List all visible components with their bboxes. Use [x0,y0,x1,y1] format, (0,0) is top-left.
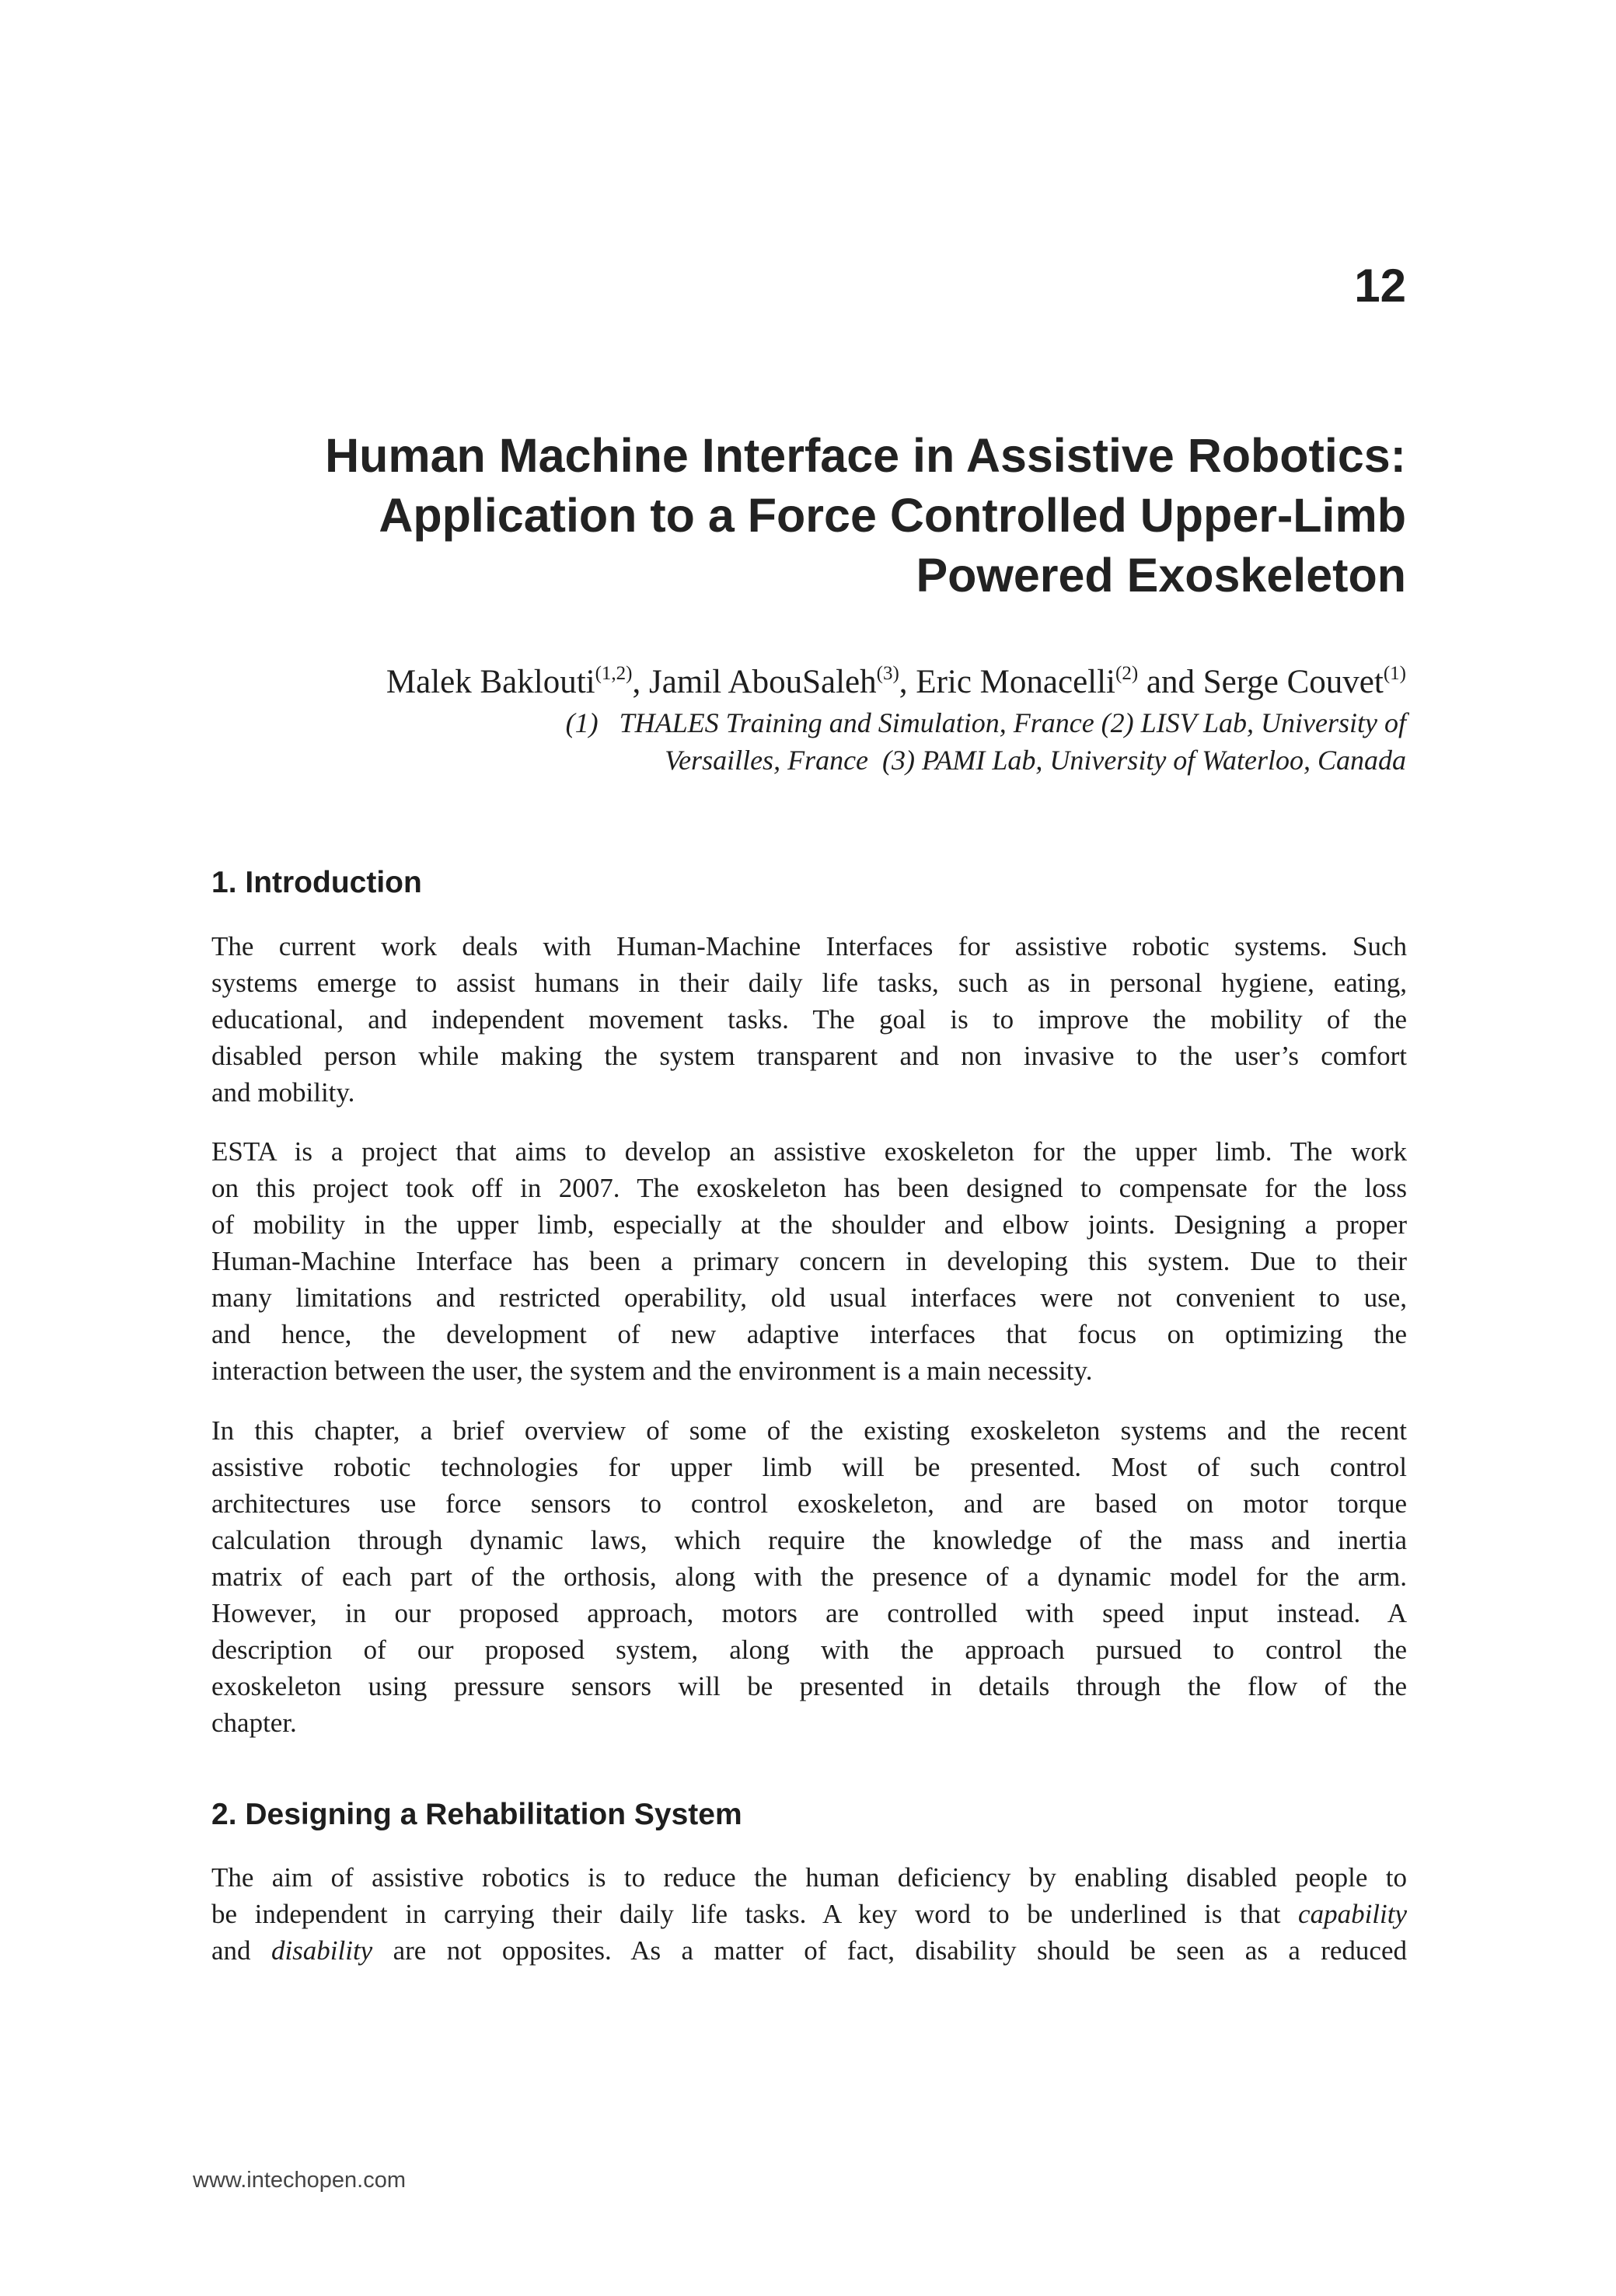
text-line: chapter. [211,1708,297,1738]
author-separator: , [632,664,650,700]
text-line: interaction between the user, the system and the environment is a main necessity. [211,1356,1093,1386]
text-line: and mobility. [211,1077,355,1108]
text-line: description of our proposed system, along with the approach pursued to control the [211,1635,1407,1665]
text-line: calculation through dynamic laws, which require the knowledge of the mass and inertia [211,1525,1407,1555]
affiliations [566,704,1406,779]
section-heading-rehabilitation: 2. Designing a Rehabilitation System [211,1798,742,1831]
author-affiliation-mark: (2) [1115,663,1139,684]
text-run: are not opposites. As a matter of fact, disability should be seen as a reduced [372,1935,1408,1966]
author-name: Eric Monacelli [916,664,1115,700]
text-line: on this project took off in 2007. The exoskeleton has been designed to compensate for the loss [211,1173,1407,1203]
text-run: and [211,1935,271,1966]
text-line: The aim of assistive robotics is to reduce the human deficiency by enabling disabled people to [211,1862,1407,1893]
title-line: Powered Exoskeleton [916,549,1406,602]
author-name: Jamil AbouSaleh [649,664,877,700]
text-line: and hence, the development of new adaptive interfaces that focus on optimizing the [211,1319,1407,1349]
text-line: ESTA is a project that aims to develop an assistive exoskeleton for the upper limb. The work [211,1136,1407,1167]
text-line: assistive robotic technologies for upper limb will be presented. Most of such control [211,1452,1407,1482]
text-line: However, in our proposed approach, motors are controlled with speed input instead. A [211,1598,1407,1628]
chapter-number: 12 [1354,260,1406,312]
text-line: disabled person while making the system transparent and non invasive to the user’s comfort [211,1041,1407,1071]
affiliation-line: Versailles, France (3) PAMI Lab, University of Waterloo, Canada [665,745,1406,776]
title-line: Human Machine Interface in Assistive Robotics: [325,429,1406,482]
text-line: of mobility in the upper limb, especially at the shoulder and elbow joints. Designing a proper [211,1209,1407,1240]
text-line [211,1896,1407,1932]
author-name: Malek Baklouti [386,664,595,700]
author-list [386,662,1406,703]
author-affiliation-mark: (1,2) [595,663,633,684]
footer-url: www.intechopen.com [193,2168,407,2193]
section-heading-introduction: 1. Introduction [211,866,422,899]
author-separator: and [1138,664,1203,700]
paragraph-intro-3 [211,1412,1407,1741]
text-line: many limitations and restricted operability, old usual interfaces were not convenient to use, [211,1282,1407,1313]
text-line: matrix of each part of the orthosis, along with the presence of a dynamic model for the arm. [211,1561,1407,1592]
text-line: The current work deals with Human-Machine Interfaces for assistive robotic systems. Such [211,931,1407,961]
text-line [211,1932,1407,1969]
paragraph-intro-2 [211,1133,1407,1389]
emphasized-term: disability [270,1935,373,1966]
text-line: Human-Machine Interface has been a primary concern in developing this system. Due to their [211,1246,1407,1276]
chapter-title [194,426,1406,605]
text-line: exoskeleton using pressure sensors will be presented in details through the flow of the [211,1671,1407,1701]
author-name: Serge Couvet [1202,664,1384,700]
paragraph-intro-1 [211,928,1407,1111]
text-line: In this chapter, a brief overview of some of the existing exoskeleton systems and the recent [211,1415,1407,1446]
affiliation-line: (1) THALES Training and Simulation, France (2) LISV Lab, University of [565,707,1406,738]
text-line: systems emerge to assist humans in their daily life tasks, such as in personal hygiene, eating, [211,968,1407,998]
emphasized-term: capability [1298,1899,1407,1929]
text-line: architectures use force sensors to control exoskeleton, and are based on motor torque [211,1488,1407,1519]
text-run: be independent in carrying their daily life tasks. A key word to be underlined is that [211,1899,1299,1929]
text-line: educational, and independent movement tasks. The goal is to improve the mobility of the [211,1004,1407,1035]
author-affiliation-mark: (3) [876,663,899,684]
author-affiliation-mark: (1) [1383,663,1406,684]
title-line: Application to a Force Controlled Upper-Limb [379,489,1406,542]
author-separator: , [899,664,916,700]
paragraph-rehab-1 [211,1859,1407,1969]
